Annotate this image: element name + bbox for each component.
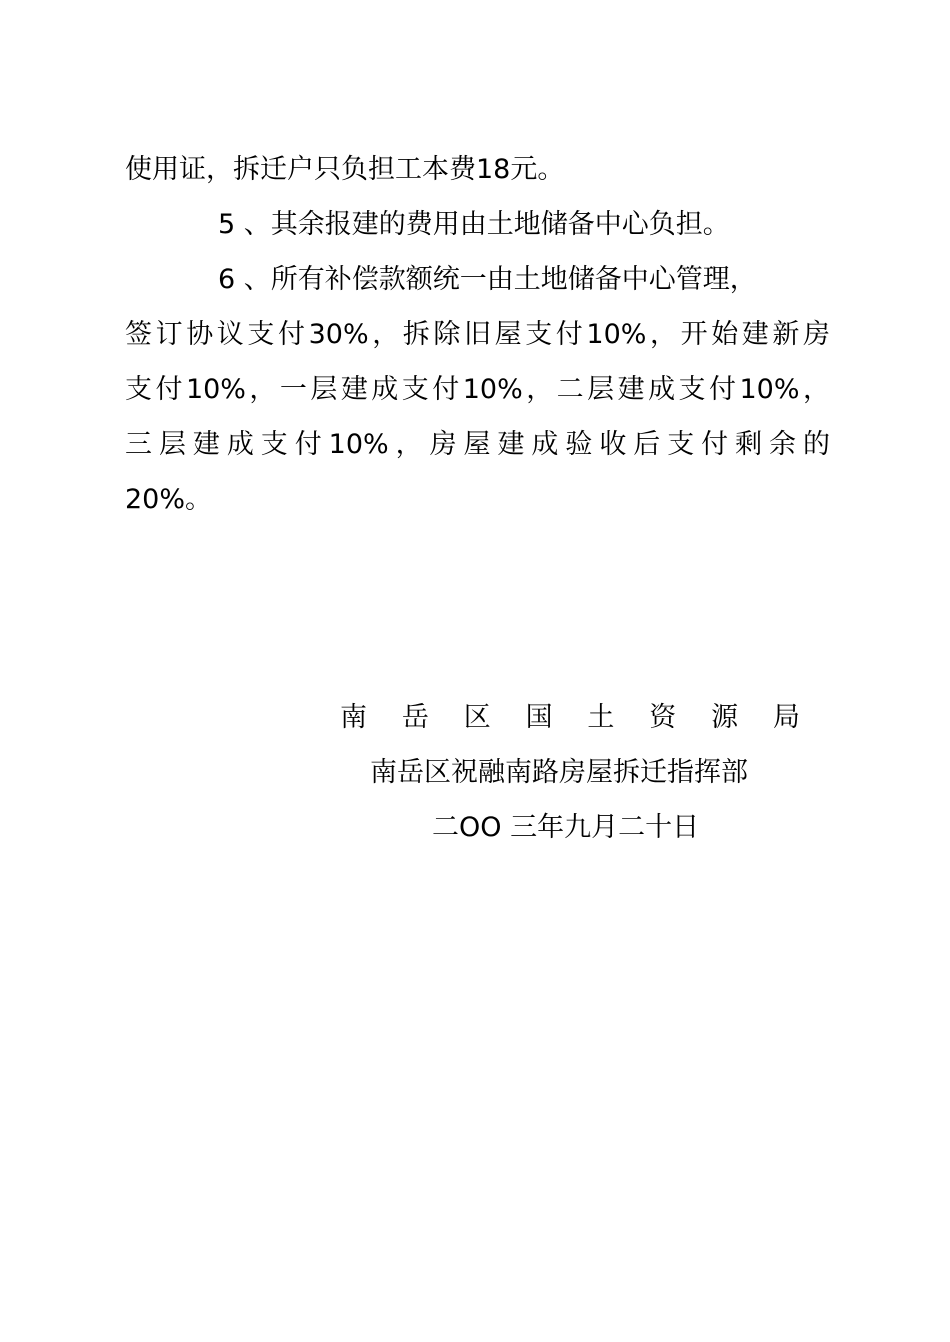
body-line-5: 支付10%，一层建成支付10%，二层建成支付10%， xyxy=(125,374,830,405)
body-line-2: 5 、其余报建的费用由土地储备中心负担。 xyxy=(218,209,730,240)
body-line-4: 签订协议支付30%，拆除旧屋支付10%，开始建新房 xyxy=(125,319,830,350)
signature-date: 二OO 三年九月二十日 xyxy=(432,812,700,843)
body-line-3: 6 、所有补偿款额统一由土地储备中心管理， xyxy=(218,264,757,295)
body-line-1: 使用证，拆迁户只负担工本费18元。 xyxy=(125,154,565,185)
signature-org-land-bureau: 南 岳 区 国 土 资 源 局 xyxy=(340,702,800,733)
body-line-7: 20%。 xyxy=(125,484,213,515)
body-line-6: 三层建成支付10%，房屋建成验收后支付剩余的 xyxy=(125,429,830,460)
signature-org-demolition-hq: 南岳区祝融南路房屋拆迁指挥部 xyxy=(370,757,748,788)
